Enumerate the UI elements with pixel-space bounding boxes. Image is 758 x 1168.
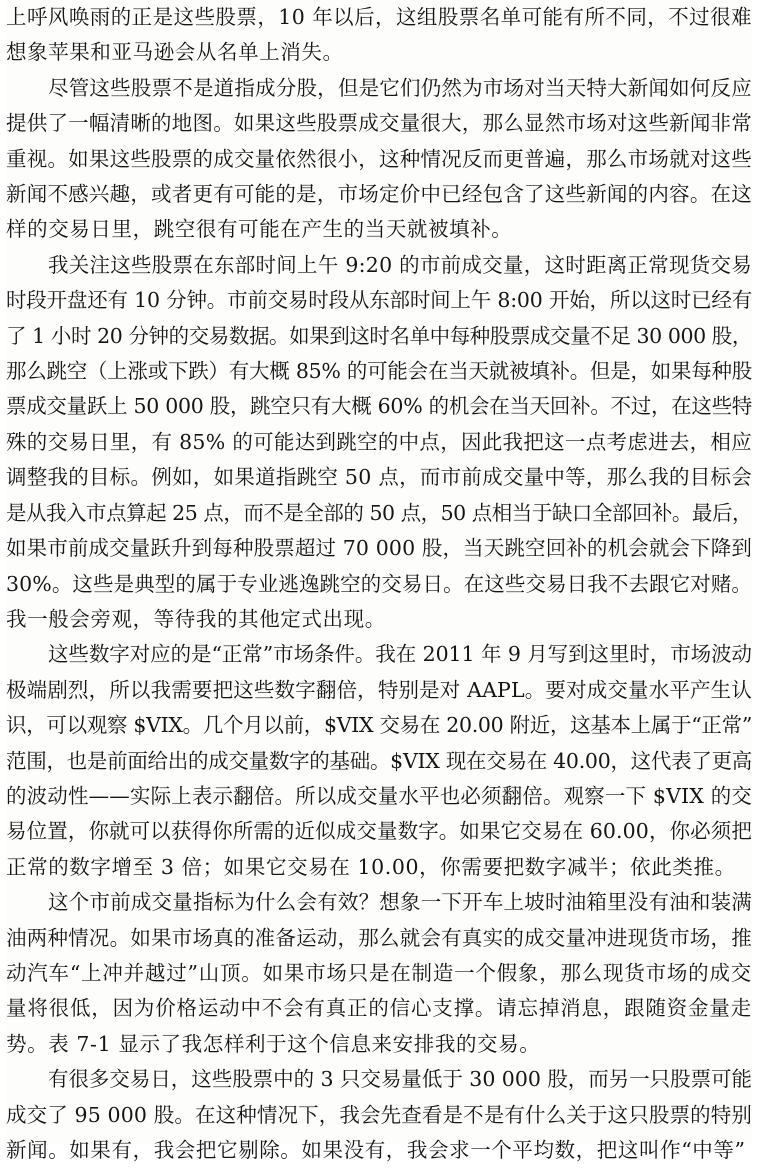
text-line: 了 1 小时 20 分钟的交易数据。如果到这时名单中每种股票成交量不足 30 000 股， [6, 323, 752, 348]
text-line: 新闻不感兴趣，或者更有可能的是，市场定价中已经包含了这些新闻的内容。在这 [6, 182, 752, 207]
text-line: 易位置，你就可以获得你所需的近似成交量数字。如果它交易在 60.00，你必须把 [6, 819, 752, 844]
text-line: 油两种情况。如果市场真的准备运动，那么就会有真实的成交量冲进现货市场，推 [6, 925, 752, 950]
text-line: 新闻。如果有，我会把它剔除。如果没有，我会求一个平均数，把这叫作“中等” [6, 1138, 746, 1162]
text-line: 动汽车“上冲并越过”山顶。如果市场只是在制造一个假象，那么现货市场的成交 [6, 960, 753, 985]
text-line: 票成交量跃上 50 000 股，跳空只有大概 60% 的机会在当天回补。不过，在这些特 [6, 394, 753, 419]
text-line: 30%。这些是典型的属于专业逃逸跳空的交易日。在这些交易日我不去跟它对赌。 [6, 571, 753, 596]
text-line: 极端剧烈，所以我需要把这些数字翻倍，特别是对 AAPL。要对成交量水平产生认 [6, 677, 752, 702]
text-line: 是从我入市点算起 25 点，而不是全部的 50 点，50 点相当于缺口全部回补。最后， [6, 500, 752, 525]
book-page [6, 0, 753, 1162]
paragraph [6, 71, 752, 248]
text-line: 成交了 95 000 股。在这种情况下，我会先查看是不是有什么关于这只股票的特别 [6, 1102, 753, 1127]
body-text [6, 0, 752, 1168]
paragraph [6, 1062, 752, 1168]
text-line: 提供了一幅清晰的地图。如果这些股票成交量很大，那么显然市场对这些新闻非常 [6, 111, 752, 136]
paragraph [6, 0, 752, 71]
text-line: 那么跳空（上涨或下跌）有大概 85% 的可能会在当天就被填补。但是，如果每种股 [6, 359, 753, 384]
text-line: 如果市前成交量跃升到每种股票超过 70 000 股，当天跳空回补的机会就会下降到 [6, 536, 753, 561]
text-line: 有很多交易日，这些股票中的 3 只交易量低于 30 000 股，而另一只股票可能 [48, 1067, 752, 1092]
text-line: 调整我的目标。例如，如果道指跳空 50 点，而市前成交量中等，那么我的目标会 [6, 465, 752, 490]
text-line: 时段开盘还有 10 分钟。市前交易时段从东部时间上午 8:00 开始，所以这时已经有 [6, 288, 752, 313]
paragraph [6, 885, 752, 1062]
text-line: 量将很低，因为价格运动中不会有真正的信心支撑。请忘掉消息，跟随资金量走 [6, 996, 752, 1021]
text-line: 我关注这些股票在东部时间上午 9:20 的市前成交量，这时距离正常现货交易 [48, 252, 753, 277]
text-line: 尽管这些股票不是道指成分股，但是它们仍然为市场对当天特大新闻如何反应 [48, 75, 753, 100]
text-line: 范围，也是前面给出的成交量数字的基础。$VIX 现在交易在 40.00，这代表了更高 [6, 748, 752, 773]
text-line: 这些数字对应的是“正常”市场条件。我在 2011 年 9 月写到这里时，市场波动 [48, 642, 752, 667]
text-line: 识，可以观察 $VIX。几个月以前，$VIX 交易在 20.00 附近，这基本上属于“正常” [6, 713, 752, 738]
text-line: 殊的交易日里，有 85% 的可能达到跳空的中点，因此我把这一点考虑进去，相应 [6, 429, 753, 454]
text-line: 重视。如果这些股票的成交量依然很小，这种情况反而更普遍，那么市场就对这些 [6, 146, 752, 171]
text-line: 这个市前成交量指标为什么会有效？想象一下开车上坡时油箱里没有油和装满 [48, 890, 753, 915]
text-line: 想象苹果和亚马逊会从名单上消失。 [6, 40, 344, 65]
text-line: 我一般会旁观，等待我的其他定式出现。 [6, 606, 386, 631]
text-line: 的波动性——实际上表示翻倍。所以成交量水平也必须翻倍。观察一下 $VIX 的交 [6, 783, 752, 808]
text-line: 正常的数字增至 3 倍；如果它交易在 10.00，你需要把数字减半；依此类推。 [6, 854, 736, 879]
text-line: 上呼风唤雨的正是这些股票，10 年以后，这组股票名单可能有所不同，不过很难 [6, 5, 752, 29]
text-line: 样的交易日里，跳空很有可能在产生的当天就被填补。 [6, 217, 513, 242]
paragraph [6, 637, 752, 885]
text-line: 势。表 7-1 显示了我怎样利于这个信息来安排我的交易。 [6, 1031, 541, 1056]
paragraph [6, 248, 752, 637]
